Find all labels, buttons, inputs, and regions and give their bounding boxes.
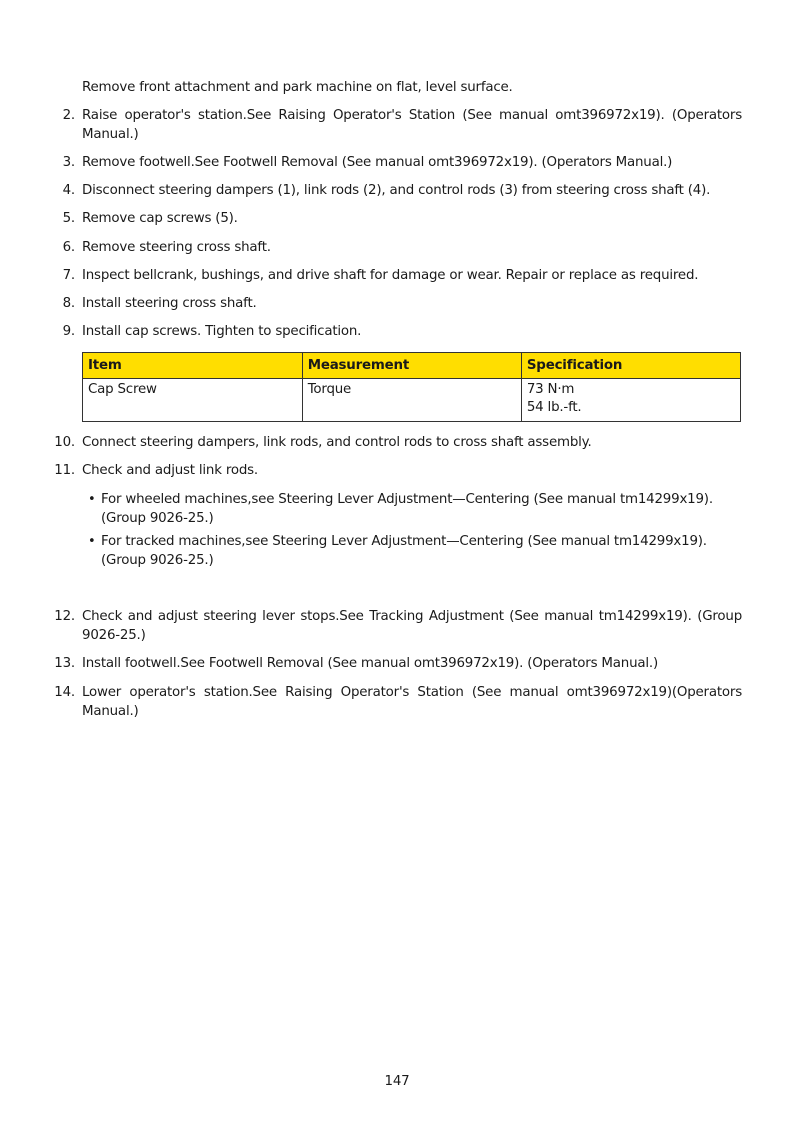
step-number: 6. <box>62 240 75 255</box>
intro-text: Remove front attachment and park machine on flat, level surface. <box>82 80 513 95</box>
step-number: 9. <box>62 324 75 339</box>
cell-measurement: Torque <box>302 379 521 422</box>
step-number: 11. <box>54 463 75 478</box>
step-number: 2. <box>62 108 75 123</box>
step-number: 13. <box>54 656 75 671</box>
cell-specification <box>521 379 740 422</box>
step-number: 14. <box>54 685 75 700</box>
step-text: Lower operator's station.See Raising Operator's Station (See manual omt396972x19)(Operators Manual.) <box>82 685 742 719</box>
step-text: Check and adjust steering lever stops.See Tracking Adjustment (See manual tm14299x19). (Group 9026-25.) <box>82 609 742 643</box>
bullet-text: For tracked machines,see Steering Lever Adjustment—Centering (See manual tm14299x19). (Group 9026-25.) <box>101 534 707 568</box>
step-number: 10. <box>54 435 75 450</box>
step-text: Check and adjust link rods. <box>82 463 258 478</box>
step-text: Disconnect steering dampers (1), link rods (2), and control rods (3) from steering cross shaft (4). <box>82 183 711 198</box>
table-row <box>83 379 741 422</box>
step-text: Connect steering dampers, link rods, and control rods to cross shaft assembly. <box>82 435 592 450</box>
table-header-row <box>83 353 741 379</box>
step-number: 5. <box>62 211 75 226</box>
header-specification: Specification <box>521 353 740 379</box>
step-number: 4. <box>62 183 75 198</box>
step-number: 8. <box>62 296 75 311</box>
step-number: 7. <box>62 268 75 283</box>
step-number: 12. <box>54 609 75 624</box>
step-text: Remove footwell.See Footwell Removal (See manual omt396972x19). (Operators Manual.) <box>82 155 673 170</box>
specification-table <box>82 352 741 422</box>
step-text: Install cap screws. Tighten to specification. <box>82 324 362 339</box>
bullet-dot-icon: • <box>88 492 96 507</box>
step-number: 3. <box>62 155 75 170</box>
bullet-text: For wheeled machines,see Steering Lever Adjustment—Centering (See manual tm14299x19). (Group 9026-25.) <box>101 492 713 526</box>
header-item: Item <box>83 353 303 379</box>
bullet-dot-icon: • <box>88 534 96 549</box>
step-text: Remove cap screws (5). <box>82 211 238 226</box>
cell-item: Cap Screw <box>83 379 303 422</box>
step-text: Inspect bellcrank, bushings, and drive shaft for damage or wear. Repair or replace as required. <box>82 268 699 283</box>
page-number: 147 <box>384 1074 410 1089</box>
step-text: Install steering cross shaft. <box>82 296 257 311</box>
spec-metric: 73 N·m <box>526 382 575 397</box>
step-text: Raise operator's station.See Raising Operator's Station (See manual omt396972x19). (Operators Manual.) <box>82 108 742 142</box>
step-text: Install footwell.See Footwell Removal (See manual omt396972x19). (Operators Manual.) <box>82 656 658 671</box>
step-text: Remove steering cross shaft. <box>82 240 271 255</box>
header-measurement: Measurement <box>302 353 521 379</box>
spec-imperial: 54 lb.-ft. <box>526 400 582 415</box>
